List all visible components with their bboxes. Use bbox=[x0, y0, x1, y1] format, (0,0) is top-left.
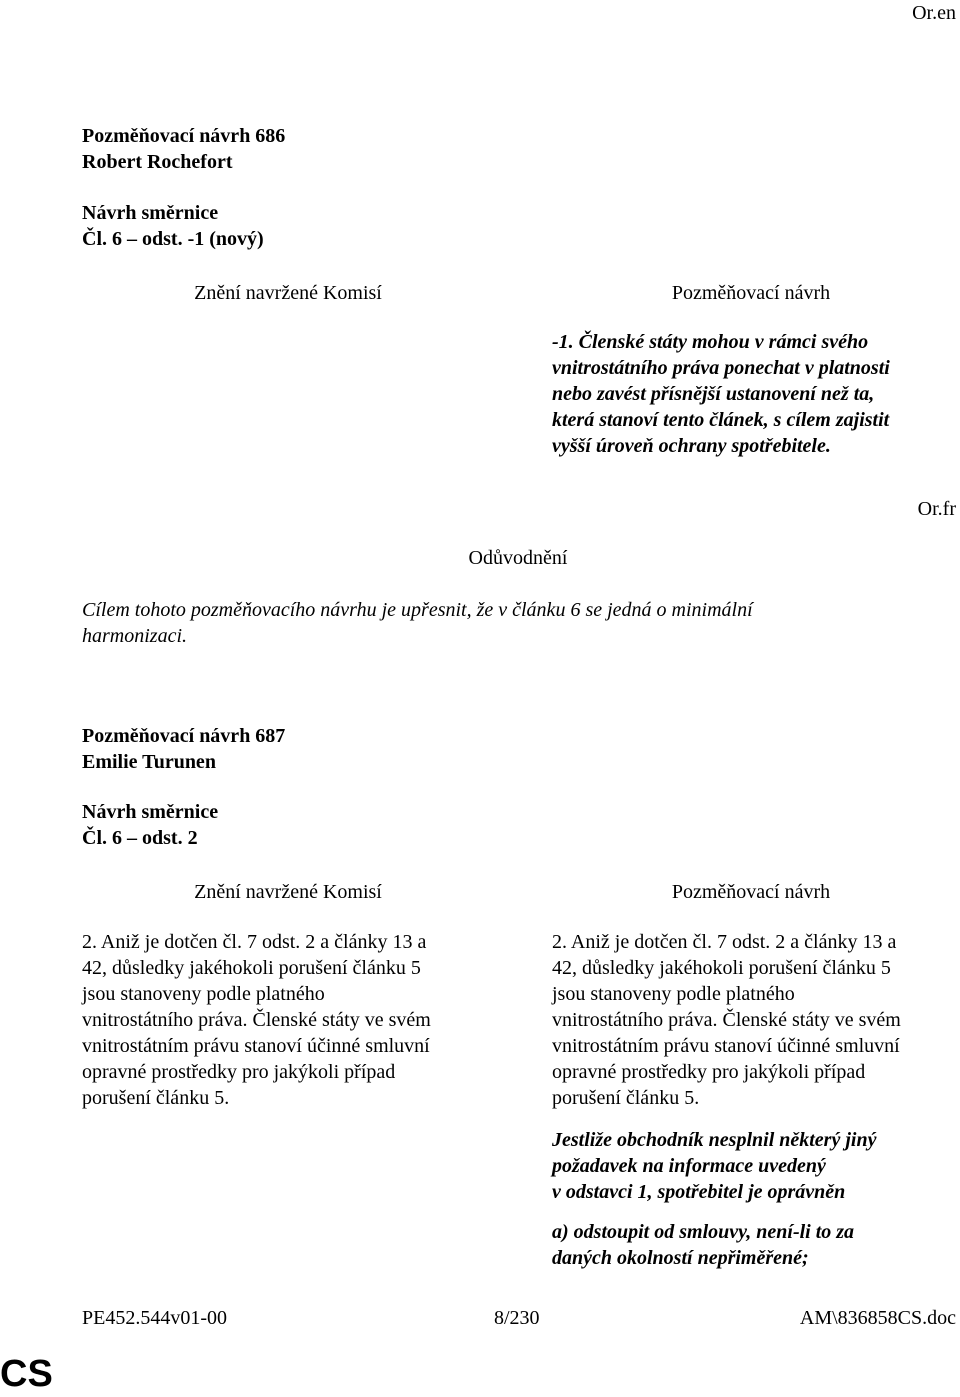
column-header-amendment: Pozměňovací návrh bbox=[671, 881, 831, 903]
amendment-added-paragraph bbox=[552, 1127, 876, 1205]
text-line: jsou stanoveny podle platného bbox=[82, 983, 325, 1005]
proposal-title: Návrh směrnice bbox=[82, 801, 219, 823]
text-line: 42, důsledky jakéhokoli porušení článku 5 bbox=[552, 957, 891, 979]
amendment-text bbox=[552, 929, 901, 1111]
text-line: 42, důsledky jakéhokoli porušení článku 5 bbox=[82, 957, 421, 979]
footer-language-code: CS bbox=[0, 1353, 53, 1395]
text-line: daných okolností nepřiměřené; bbox=[552, 1247, 809, 1269]
text-line: opravné prostředky pro jakýkoli případ bbox=[82, 1061, 396, 1083]
text-line: Cílem tohoto pozměňovacího návrhu je upřesnit, že v článku 6 se jedná o minimální bbox=[82, 599, 753, 621]
text-line: harmonizaci. bbox=[82, 625, 187, 647]
text-line: -1. Členské státy mohou v rámci svého bbox=[552, 331, 869, 353]
text-line: 2. Aniž je dotčen čl. 7 odst. 2 a články 13 a bbox=[82, 931, 427, 953]
text-line: porušení článku 5. bbox=[552, 1087, 700, 1109]
text-line: v odstavci 1, spotřebitel je oprávněn bbox=[552, 1181, 846, 1203]
text-line: a) odstoupit od smlouvy, není-li to za bbox=[552, 1221, 855, 1243]
amendment-author: Emilie Turunen bbox=[82, 751, 216, 773]
amendment-text bbox=[552, 329, 890, 459]
text-line: vnitrostátního práva ponechat v platnosti bbox=[552, 357, 890, 379]
text-line: vyšší úroveň ochrany spotřebitele. bbox=[552, 435, 831, 457]
footer-page-number: 8/230 bbox=[494, 1307, 540, 1329]
text-line: vnitrostátního práva. Členské státy ve svém bbox=[552, 1009, 901, 1031]
text-line: vnitrostátním právu stanoví účinné smluvní bbox=[82, 1035, 430, 1057]
original-language-label: Or.fr bbox=[917, 498, 956, 520]
justification-text bbox=[82, 597, 753, 649]
text-line: jsou stanoveny podle platného bbox=[552, 983, 795, 1005]
original-language-label: Or.en bbox=[912, 2, 956, 24]
footer-file-name: AM\836858CS.doc bbox=[799, 1307, 956, 1329]
footer-document-reference: PE452.544v01-00 bbox=[82, 1307, 227, 1329]
text-line: opravné prostředky pro jakýkoli případ bbox=[552, 1061, 866, 1083]
column-header-commission-text: Znění navržené Komisí bbox=[194, 881, 382, 903]
text-line: vnitrostátního práva. Členské státy ve svém bbox=[82, 1009, 431, 1031]
text-line: požadavek na informace uvedený bbox=[552, 1155, 826, 1177]
amendment-added-paragraph bbox=[552, 1219, 854, 1271]
justification-title: Odůvodnění bbox=[468, 547, 568, 569]
text-line: Jestliže obchodník nesplnil některý jiný bbox=[552, 1129, 877, 1151]
text-line: vnitrostátním právu stanoví účinné smluvní bbox=[552, 1035, 900, 1057]
text-line: porušení článku 5. bbox=[82, 1087, 230, 1109]
article-reference: Čl. 6 – odst. -1 (nový) bbox=[82, 228, 264, 250]
text-line: 2. Aniž je dotčen čl. 7 odst. 2 a články 13 a bbox=[552, 931, 897, 953]
amendment-author: Robert Rochefort bbox=[82, 151, 233, 173]
commission-text bbox=[82, 929, 431, 1111]
article-reference: Čl. 6 – odst. 2 bbox=[82, 827, 198, 849]
amendment-number: Pozměňovací návrh 686 bbox=[82, 125, 286, 147]
column-header-commission-text: Znění navržené Komisí bbox=[194, 282, 382, 304]
text-line: nebo zavést přísnější ustanovení než ta, bbox=[552, 383, 875, 405]
proposal-title: Návrh směrnice bbox=[82, 202, 219, 224]
column-header-amendment: Pozměňovací návrh bbox=[671, 282, 831, 304]
text-line: která stanoví tento článek, s cílem zajistit bbox=[552, 409, 890, 431]
amendment-number: Pozměňovací návrh 687 bbox=[82, 725, 286, 747]
